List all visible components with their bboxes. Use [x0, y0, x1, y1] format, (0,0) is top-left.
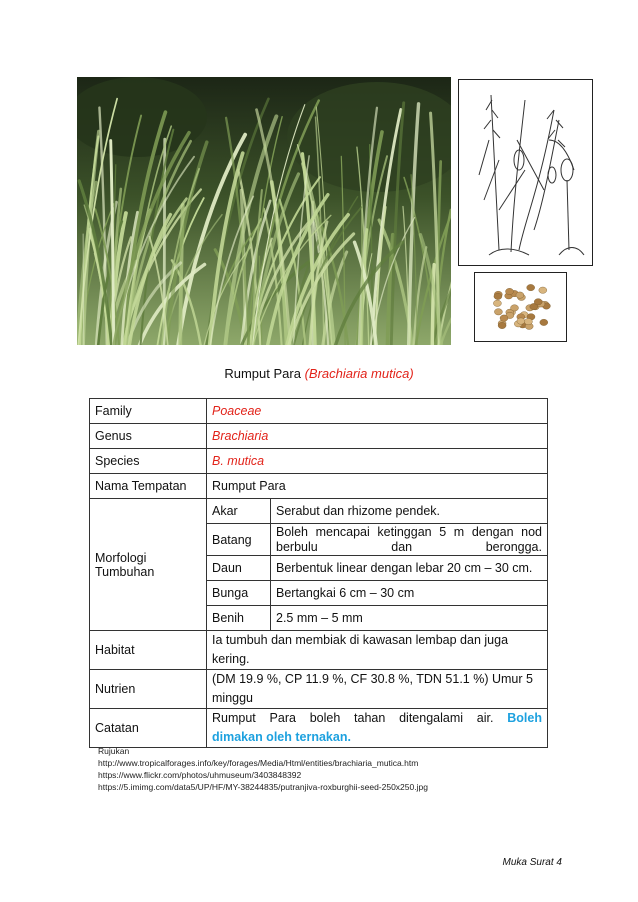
family-label: Family [90, 399, 207, 424]
figure-caption [0, 366, 638, 381]
reference-link[interactable]: https://www.flickr.com/photos/uhmuseum/3403848392 [98, 770, 302, 780]
morph-desc: Berbentuk linear dengan lebar 20 cm – 30 cm. [271, 556, 548, 581]
genus-value: Brachiaria [207, 424, 548, 449]
morph-part: Benih [207, 606, 271, 631]
species-label: Species [90, 449, 207, 474]
caption-common-name: Rumput Para [224, 366, 301, 381]
morph-part: Akar [207, 499, 271, 524]
table-row [90, 670, 548, 709]
table-row [90, 499, 548, 524]
habitat-value: Ia tumbuh dan membiak di kawasan lembap dan juga kering. [207, 631, 548, 670]
species-value: B. mutica [207, 449, 548, 474]
references-title: Rujukan [98, 746, 130, 756]
seed-graphic [475, 273, 566, 341]
genus-label: Genus [90, 424, 207, 449]
reference-link[interactable]: https://5.imimg.com/data5/UP/HF/MY-38244835/putranjiva-roxburghii-seed-250x250.jpg [98, 782, 428, 792]
morph-desc: 2.5 mm – 5 mm [271, 606, 548, 631]
nutrient-value: (DM 19.9 %, CP 11.9 %, CF 30.8 %, TDN 51.1 %) Umur 5 minggu [207, 670, 548, 709]
table-row [90, 709, 548, 748]
morph-part: Batang [207, 524, 271, 556]
reference-link[interactable]: http://www.tropicalforages.info/key/forages/Media/Html/entities/brachiaria_mutica.htm [98, 758, 419, 768]
notes-text: Rumput Para boleh tahan ditengalami air. [212, 711, 494, 725]
notes-highlight: Boleh [507, 711, 542, 725]
morph-desc: Boleh mencapai ketinggan 5 m dengan nod berbulu dan berongga. [271, 524, 548, 556]
family-value: Poaceae [207, 399, 548, 424]
morph-desc: Serabut dan rhizome pendek. [271, 499, 548, 524]
table-row [90, 399, 548, 424]
page-number: Muka Surat 4 [502, 857, 562, 868]
morphology-label: Morfologi Tumbuhan [90, 499, 207, 631]
table-row [90, 424, 548, 449]
notes-label: Catatan [90, 709, 207, 748]
plant-sketch-graphic [459, 80, 592, 265]
morph-part: Bunga [207, 581, 271, 606]
morph-desc: Bertangkai 6 cm – 30 cm [271, 581, 548, 606]
local-name-value: Rumput Para [207, 474, 548, 499]
notes-end: . [347, 730, 351, 744]
notes-value [207, 709, 548, 748]
grass-photo-graphic [77, 77, 451, 345]
habitat-label: Habitat [90, 631, 207, 670]
table-row [90, 449, 548, 474]
botanical-illustration [458, 79, 593, 266]
table-row [90, 631, 548, 670]
table-row [90, 474, 548, 499]
nutrient-label: Nutrien [90, 670, 207, 709]
local-name-label: Nama Tempatan [90, 474, 207, 499]
seed-photo [474, 272, 567, 342]
references [98, 745, 428, 793]
plant-info-table [89, 398, 548, 748]
morph-part: Daun [207, 556, 271, 581]
grass-photo [77, 77, 451, 345]
caption-scientific-name: (Brachiaria mutica) [304, 366, 414, 381]
notes-highlight: dimakan oleh ternakan [212, 730, 348, 744]
